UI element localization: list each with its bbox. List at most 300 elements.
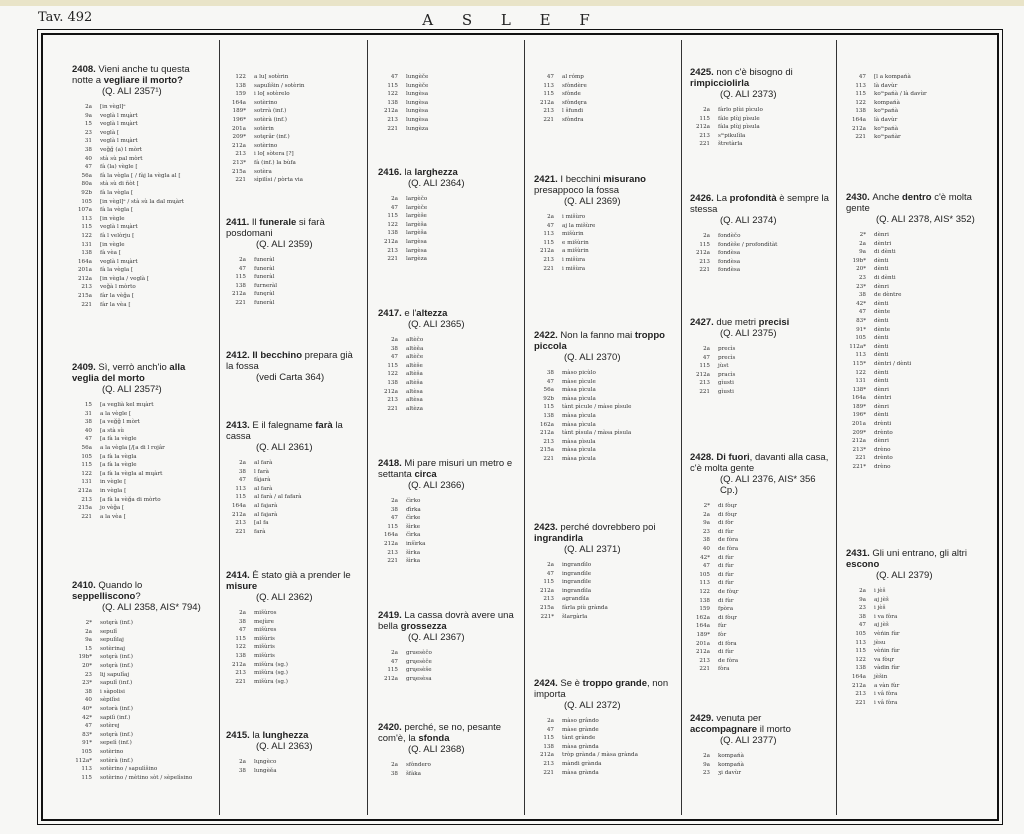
survey-point: 83* bbox=[856, 317, 866, 324]
dialect-form: in vègle [ bbox=[100, 479, 127, 486]
survey-point: 23 bbox=[858, 274, 866, 281]
survey-point: 56a bbox=[81, 172, 92, 179]
survey-point: 9a bbox=[859, 596, 866, 603]
dialect-form: là davùr bbox=[874, 116, 898, 123]
response-row bbox=[846, 240, 976, 249]
question-keyword: precisi bbox=[758, 317, 790, 328]
dialect-form: altèše bbox=[406, 362, 423, 369]
survey-point: 122 bbox=[235, 644, 246, 651]
response-row bbox=[72, 705, 212, 714]
survey-point: 47 bbox=[702, 563, 710, 570]
response-row bbox=[72, 249, 212, 258]
survey-point: 212a bbox=[231, 661, 246, 668]
response-row bbox=[690, 554, 830, 563]
question-text: la bbox=[252, 730, 263, 741]
dialect-form: sèpilìsi bbox=[100, 697, 120, 704]
response-row bbox=[378, 82, 518, 91]
response-row bbox=[72, 283, 212, 292]
survey-point: 122 bbox=[387, 371, 398, 378]
response-row bbox=[72, 410, 212, 419]
response-row bbox=[226, 476, 361, 485]
question-text: Il bbox=[251, 217, 260, 228]
survey-point: 115 bbox=[855, 648, 866, 655]
response-row bbox=[72, 619, 212, 628]
survey-point: 212a bbox=[695, 124, 710, 131]
dialect-form: sotèrinaj bbox=[100, 645, 125, 652]
question-reference: (Q. ALI 2369) bbox=[564, 196, 621, 207]
response-row bbox=[534, 734, 674, 743]
entry-block bbox=[378, 308, 518, 413]
survey-point: 40* bbox=[82, 705, 92, 712]
response-row bbox=[72, 266, 212, 275]
entry-block bbox=[690, 317, 830, 397]
dialect-form: i vâ fòra bbox=[874, 699, 898, 706]
dialect-form: [a veglià kel mųàrt bbox=[100, 402, 154, 408]
dialect-form: fondèše / profondìtàt bbox=[718, 241, 778, 248]
survey-point: 221 bbox=[81, 513, 92, 520]
dialect-form: [a fà la vègla al mųàrt bbox=[100, 470, 163, 477]
response-row bbox=[534, 595, 674, 604]
response-row bbox=[226, 643, 361, 652]
response-row bbox=[534, 265, 674, 274]
survey-point: 212a bbox=[383, 540, 398, 547]
entry-block bbox=[846, 548, 976, 707]
survey-point: 112a* bbox=[849, 343, 866, 350]
question-keyword: grossezza bbox=[400, 621, 447, 632]
response-list bbox=[72, 619, 212, 782]
dialect-form: di fùr bbox=[718, 571, 734, 578]
dialect-form: [a veğğ l mòrt bbox=[100, 419, 140, 426]
survey-point: 113 bbox=[235, 485, 246, 492]
question-reference: (Q. ALI 2362) bbox=[256, 592, 313, 603]
survey-point: 221 bbox=[387, 256, 398, 263]
response-row bbox=[846, 248, 976, 257]
dialect-form: fondèčo bbox=[718, 233, 741, 239]
response-row bbox=[72, 748, 212, 757]
entry-block bbox=[690, 67, 830, 149]
survey-point: 2* bbox=[859, 232, 866, 238]
response-row bbox=[690, 232, 830, 241]
survey-point: 115 bbox=[387, 213, 398, 220]
question-keyword: lunghezza bbox=[262, 730, 309, 741]
response-list bbox=[534, 73, 674, 125]
question-text: , non importa bbox=[534, 678, 669, 700]
response-row bbox=[226, 459, 361, 468]
dialect-form: koᵐpańà / là davùr bbox=[874, 91, 927, 98]
survey-point: 122 bbox=[387, 221, 398, 228]
response-row bbox=[534, 421, 674, 430]
survey-point: 131 bbox=[81, 241, 92, 248]
survey-point: 115* bbox=[852, 360, 866, 367]
entry-question bbox=[534, 330, 674, 352]
response-row bbox=[378, 531, 518, 540]
dialect-form: mišùrin bbox=[562, 231, 584, 238]
survey-point: 164a bbox=[695, 623, 710, 630]
question-keyword: vegliare il morto? bbox=[103, 75, 183, 86]
dialect-form: largèša bbox=[406, 221, 427, 228]
dialect-form: sotęrà (inf.) bbox=[100, 620, 133, 626]
survey-point: 115 bbox=[387, 82, 398, 89]
survey-point: 23 bbox=[702, 770, 710, 777]
survey-point: 212a bbox=[539, 430, 554, 437]
dialect-form: fà (la) vègle [ bbox=[100, 164, 138, 171]
question-text: La bbox=[716, 193, 730, 204]
question-text: E il falegname bbox=[252, 420, 316, 431]
response-row bbox=[534, 247, 674, 256]
survey-point: 47 bbox=[858, 622, 866, 629]
dialect-form: de fòra bbox=[718, 545, 739, 552]
response-row bbox=[846, 420, 976, 429]
response-row bbox=[226, 125, 361, 134]
survey-point: 213 bbox=[387, 397, 398, 404]
survey-point: 105 bbox=[81, 453, 92, 460]
response-row bbox=[690, 123, 830, 132]
dialect-form: precìs bbox=[718, 354, 736, 361]
entry-number: 2409. bbox=[72, 362, 99, 373]
dialect-form: dènti bbox=[874, 378, 889, 385]
response-row bbox=[534, 578, 674, 587]
dialect-form: veglà [ bbox=[100, 129, 120, 136]
dialect-form: fà vèa [ bbox=[100, 250, 121, 257]
survey-point: 138 bbox=[81, 250, 92, 257]
response-row bbox=[690, 249, 830, 258]
dialect-form: gruesèčo bbox=[406, 650, 432, 656]
question-reference: (Q. ALI 2370) bbox=[564, 352, 621, 363]
survey-point: 196* bbox=[852, 412, 866, 419]
dialect-form: mišùres bbox=[254, 627, 277, 634]
question-text: venuta per bbox=[716, 713, 762, 724]
question-text: la cassa bbox=[226, 420, 343, 442]
dialect-form: e mišùrin bbox=[562, 239, 589, 246]
survey-point: 47 bbox=[238, 265, 246, 272]
question-keyword: escono bbox=[846, 559, 880, 570]
entry-block bbox=[226, 730, 361, 775]
survey-point: 105 bbox=[81, 748, 92, 755]
survey-point: 162a bbox=[695, 614, 710, 621]
survey-point: 2a bbox=[391, 337, 398, 343]
dialect-form: grųesèsa bbox=[406, 675, 432, 682]
survey-point: 47 bbox=[546, 726, 554, 733]
response-row bbox=[378, 675, 518, 684]
response-row bbox=[690, 648, 830, 657]
survey-point: 164a bbox=[851, 395, 866, 402]
entry-question bbox=[534, 678, 674, 700]
response-row bbox=[846, 300, 976, 309]
response-row bbox=[378, 116, 518, 125]
response-row bbox=[226, 652, 361, 661]
response-row bbox=[690, 258, 830, 267]
response-row bbox=[378, 549, 518, 558]
survey-point: 115 bbox=[855, 91, 866, 98]
response-row bbox=[846, 99, 976, 108]
dialect-form: lungèsa bbox=[406, 108, 429, 115]
entry-block bbox=[846, 67, 976, 142]
response-row bbox=[72, 461, 212, 470]
dialect-form: veglà l mųàrt bbox=[100, 224, 138, 231]
dialect-form: veglà l mųàrt bbox=[100, 258, 138, 265]
dialect-form: altèsa bbox=[406, 388, 423, 395]
survey-point: 113 bbox=[855, 352, 866, 359]
dialect-form: màsa pìcula bbox=[562, 387, 596, 394]
dialect-form: [in vègle bbox=[100, 241, 125, 248]
dialect-form: màsa pìcula bbox=[562, 447, 596, 454]
dialect-form: mišùris bbox=[254, 635, 275, 642]
question-reference: (Q. ALI 2375) bbox=[720, 328, 777, 339]
dialect-form: altèsa bbox=[406, 397, 423, 404]
survey-point: 83* bbox=[82, 731, 92, 738]
dialect-form: dènri bbox=[874, 403, 889, 410]
response-row bbox=[226, 273, 361, 282]
entry-block bbox=[846, 192, 976, 472]
response-row bbox=[226, 767, 361, 776]
survey-point: 113 bbox=[81, 766, 92, 773]
dialect-form: jèšin bbox=[874, 673, 888, 680]
dialect-form: mišùra (sg.) bbox=[254, 661, 288, 668]
response-row bbox=[846, 334, 976, 343]
response-row bbox=[534, 116, 674, 125]
survey-point: 105 bbox=[855, 630, 866, 637]
survey-point: 221 bbox=[699, 666, 710, 673]
survey-point: 38 bbox=[84, 146, 92, 153]
question-text: Non la fanno mai bbox=[560, 330, 635, 341]
response-row bbox=[846, 403, 976, 412]
response-row bbox=[534, 769, 674, 778]
dialect-form: sfòndra bbox=[562, 116, 584, 123]
survey-point: 115 bbox=[387, 523, 398, 530]
entry-question bbox=[690, 713, 830, 735]
survey-point: 138 bbox=[387, 230, 398, 237]
response-row bbox=[846, 621, 976, 630]
response-row bbox=[846, 283, 976, 292]
dialect-form: di dènti bbox=[874, 249, 896, 256]
survey-point: 189* bbox=[696, 631, 710, 638]
dialect-form: [a fà la vèğa di mòrto bbox=[100, 496, 161, 503]
dialect-form: fàrlo plùi pìculo bbox=[718, 107, 763, 113]
response-row bbox=[846, 82, 976, 91]
dialect-form: ingrandìlo bbox=[562, 562, 592, 568]
dialect-form: sapulìšin / sotèrin bbox=[254, 82, 305, 89]
dialect-form: di fòųr bbox=[718, 614, 737, 621]
response-row bbox=[72, 444, 212, 453]
response-row bbox=[846, 454, 976, 463]
dialect-form: di dènti bbox=[874, 274, 896, 281]
response-row bbox=[846, 107, 976, 116]
survey-point: 2a bbox=[239, 759, 246, 765]
response-list bbox=[378, 336, 518, 413]
entry-number: 2427. bbox=[690, 317, 717, 328]
dialect-form: di fùr bbox=[718, 554, 734, 561]
dialect-form: [a fà la vègle bbox=[100, 462, 137, 469]
dialect-form: i mišùro bbox=[562, 214, 586, 220]
dialect-form: al fajarà bbox=[254, 511, 278, 518]
survey-point: 115 bbox=[235, 494, 246, 501]
survey-point: 115 bbox=[699, 115, 710, 122]
survey-point: 122 bbox=[81, 232, 92, 239]
survey-point: 2a bbox=[85, 104, 92, 110]
response-row bbox=[846, 351, 976, 360]
response-row bbox=[846, 437, 976, 446]
response-row bbox=[690, 132, 830, 141]
entry-block bbox=[690, 193, 830, 275]
dialect-form: dènti bbox=[874, 335, 889, 342]
response-list bbox=[690, 106, 830, 149]
survey-point: 2a bbox=[239, 610, 246, 616]
response-row bbox=[690, 362, 830, 371]
dialect-form: drènto bbox=[874, 429, 893, 436]
question-keyword: misurano bbox=[603, 174, 646, 185]
response-row bbox=[378, 353, 518, 362]
entry-question bbox=[226, 730, 361, 741]
response-row bbox=[846, 73, 976, 82]
entry-block bbox=[690, 452, 830, 674]
response-row bbox=[226, 265, 361, 274]
entry-question bbox=[378, 458, 518, 480]
dialect-form: [a stà sù bbox=[100, 427, 125, 434]
survey-point: 115 bbox=[235, 635, 246, 642]
response-row bbox=[72, 232, 212, 241]
dialect-form: mišùris bbox=[254, 652, 275, 659]
question-reference: (Q. ALI 2377) bbox=[720, 735, 777, 746]
response-row bbox=[378, 255, 518, 264]
response-row bbox=[534, 99, 674, 108]
dialect-form: di fùr bbox=[718, 597, 734, 604]
survey-point: 201a bbox=[77, 267, 92, 274]
survey-point: 213 bbox=[543, 760, 554, 767]
entry-number: 2429. bbox=[690, 713, 717, 724]
survey-point: 213 bbox=[387, 247, 398, 254]
response-row bbox=[690, 761, 830, 770]
entry-question bbox=[72, 580, 212, 602]
dialect-form: là davùr bbox=[874, 82, 898, 89]
survey-point: 212a bbox=[851, 125, 866, 132]
question-text: si farà posdomani bbox=[226, 217, 325, 239]
response-row bbox=[846, 369, 976, 378]
response-row bbox=[226, 678, 361, 687]
entry-block bbox=[534, 330, 674, 464]
response-row bbox=[72, 275, 212, 284]
response-row bbox=[534, 446, 674, 455]
dialect-form: [a fà la vègle bbox=[100, 436, 137, 443]
response-list bbox=[846, 231, 976, 472]
question-reference: (Q. ALI 2357¹) bbox=[102, 86, 162, 97]
entry-number: 2415. bbox=[226, 730, 253, 741]
dialect-form: altèčo bbox=[406, 337, 424, 343]
response-row bbox=[72, 292, 212, 301]
survey-point: 19b* bbox=[852, 257, 866, 264]
dialect-form: fàla plùj pìsula bbox=[718, 124, 760, 131]
question-text: Quando lo bbox=[98, 580, 143, 591]
response-row bbox=[72, 223, 212, 232]
survey-point: 2a bbox=[391, 650, 398, 656]
response-row bbox=[72, 722, 212, 731]
survey-point: 138 bbox=[543, 743, 554, 750]
entry-question bbox=[534, 174, 674, 196]
response-list bbox=[534, 561, 674, 621]
survey-point: 47 bbox=[238, 627, 246, 634]
entry-number: 2430. bbox=[846, 192, 873, 203]
response-row bbox=[846, 343, 976, 352]
survey-point: 105 bbox=[699, 571, 710, 578]
dialect-form: čìrko bbox=[406, 498, 421, 504]
question-keyword: rimpicciolirla bbox=[690, 78, 750, 89]
survey-point: 47 bbox=[702, 354, 710, 361]
survey-point: 38 bbox=[238, 468, 246, 475]
response-row bbox=[72, 765, 212, 774]
dialect-form: mišùris bbox=[254, 644, 275, 651]
survey-point: 2* bbox=[85, 620, 92, 626]
dialect-form: lungèsa bbox=[406, 91, 429, 98]
response-row bbox=[378, 396, 518, 405]
dialect-form: i vâ fòra bbox=[874, 691, 898, 698]
response-row bbox=[226, 73, 361, 82]
survey-point: 113 bbox=[699, 580, 710, 587]
survey-point: 2a bbox=[391, 498, 398, 504]
dialect-form: dènri bbox=[874, 283, 889, 290]
survey-point: 38 bbox=[238, 618, 246, 625]
dialect-form: largèše bbox=[406, 213, 427, 220]
survey-point: 56a bbox=[543, 387, 554, 394]
dialect-form: dènti bbox=[874, 369, 889, 376]
survey-point: 221 bbox=[543, 116, 554, 123]
response-row bbox=[72, 189, 212, 198]
survey-point: 215a bbox=[539, 447, 554, 454]
entry-number: 2419. bbox=[378, 610, 405, 621]
survey-point: 213 bbox=[543, 256, 554, 263]
dialect-form: mejùre bbox=[254, 618, 274, 625]
survey-point: 38 bbox=[238, 767, 246, 774]
dialect-form: fondèsa bbox=[718, 258, 741, 265]
response-row bbox=[846, 656, 976, 665]
dialect-form: dènti bbox=[874, 257, 889, 264]
response-row bbox=[846, 699, 976, 708]
survey-point: 47 bbox=[84, 723, 92, 730]
response-row bbox=[690, 345, 830, 354]
question-reference: (Q. ALI 2359) bbox=[256, 239, 313, 250]
dialect-form: lungèsa bbox=[406, 116, 429, 123]
response-row bbox=[534, 613, 674, 622]
response-row bbox=[690, 528, 830, 537]
survey-point: 138* bbox=[852, 386, 866, 393]
survey-point: 212a bbox=[851, 682, 866, 689]
question-text: La cassa dovrà avere una bella bbox=[378, 610, 514, 632]
survey-point: 213 bbox=[235, 151, 246, 158]
survey-point: 31 bbox=[84, 138, 92, 145]
response-row bbox=[846, 411, 976, 420]
survey-point: 42* bbox=[82, 714, 92, 721]
survey-point: 138 bbox=[235, 282, 246, 289]
response-row bbox=[72, 662, 212, 671]
response-row bbox=[72, 129, 212, 138]
entry-number: 2425. bbox=[690, 67, 717, 78]
response-row bbox=[534, 82, 674, 91]
dialect-form: fà l velòrju [ bbox=[100, 232, 135, 239]
response-row bbox=[846, 257, 976, 266]
page-label: Tav. 492 bbox=[38, 10, 93, 25]
dialect-form: dènti bbox=[874, 412, 889, 419]
response-row bbox=[690, 115, 830, 124]
response-row bbox=[226, 661, 361, 670]
response-list bbox=[72, 401, 212, 521]
survey-point: 2a bbox=[703, 233, 710, 239]
question-keyword: troppo grande bbox=[582, 678, 647, 689]
dialect-form: l farà bbox=[254, 468, 269, 475]
response-row bbox=[846, 231, 976, 240]
dialect-form: sᵐpikulìla bbox=[718, 132, 746, 139]
entry-question bbox=[226, 420, 361, 442]
survey-point: 47 bbox=[238, 477, 246, 484]
dialect-form: màsa pìcula bbox=[562, 421, 596, 428]
dialect-form: màse pìcule bbox=[562, 378, 596, 385]
